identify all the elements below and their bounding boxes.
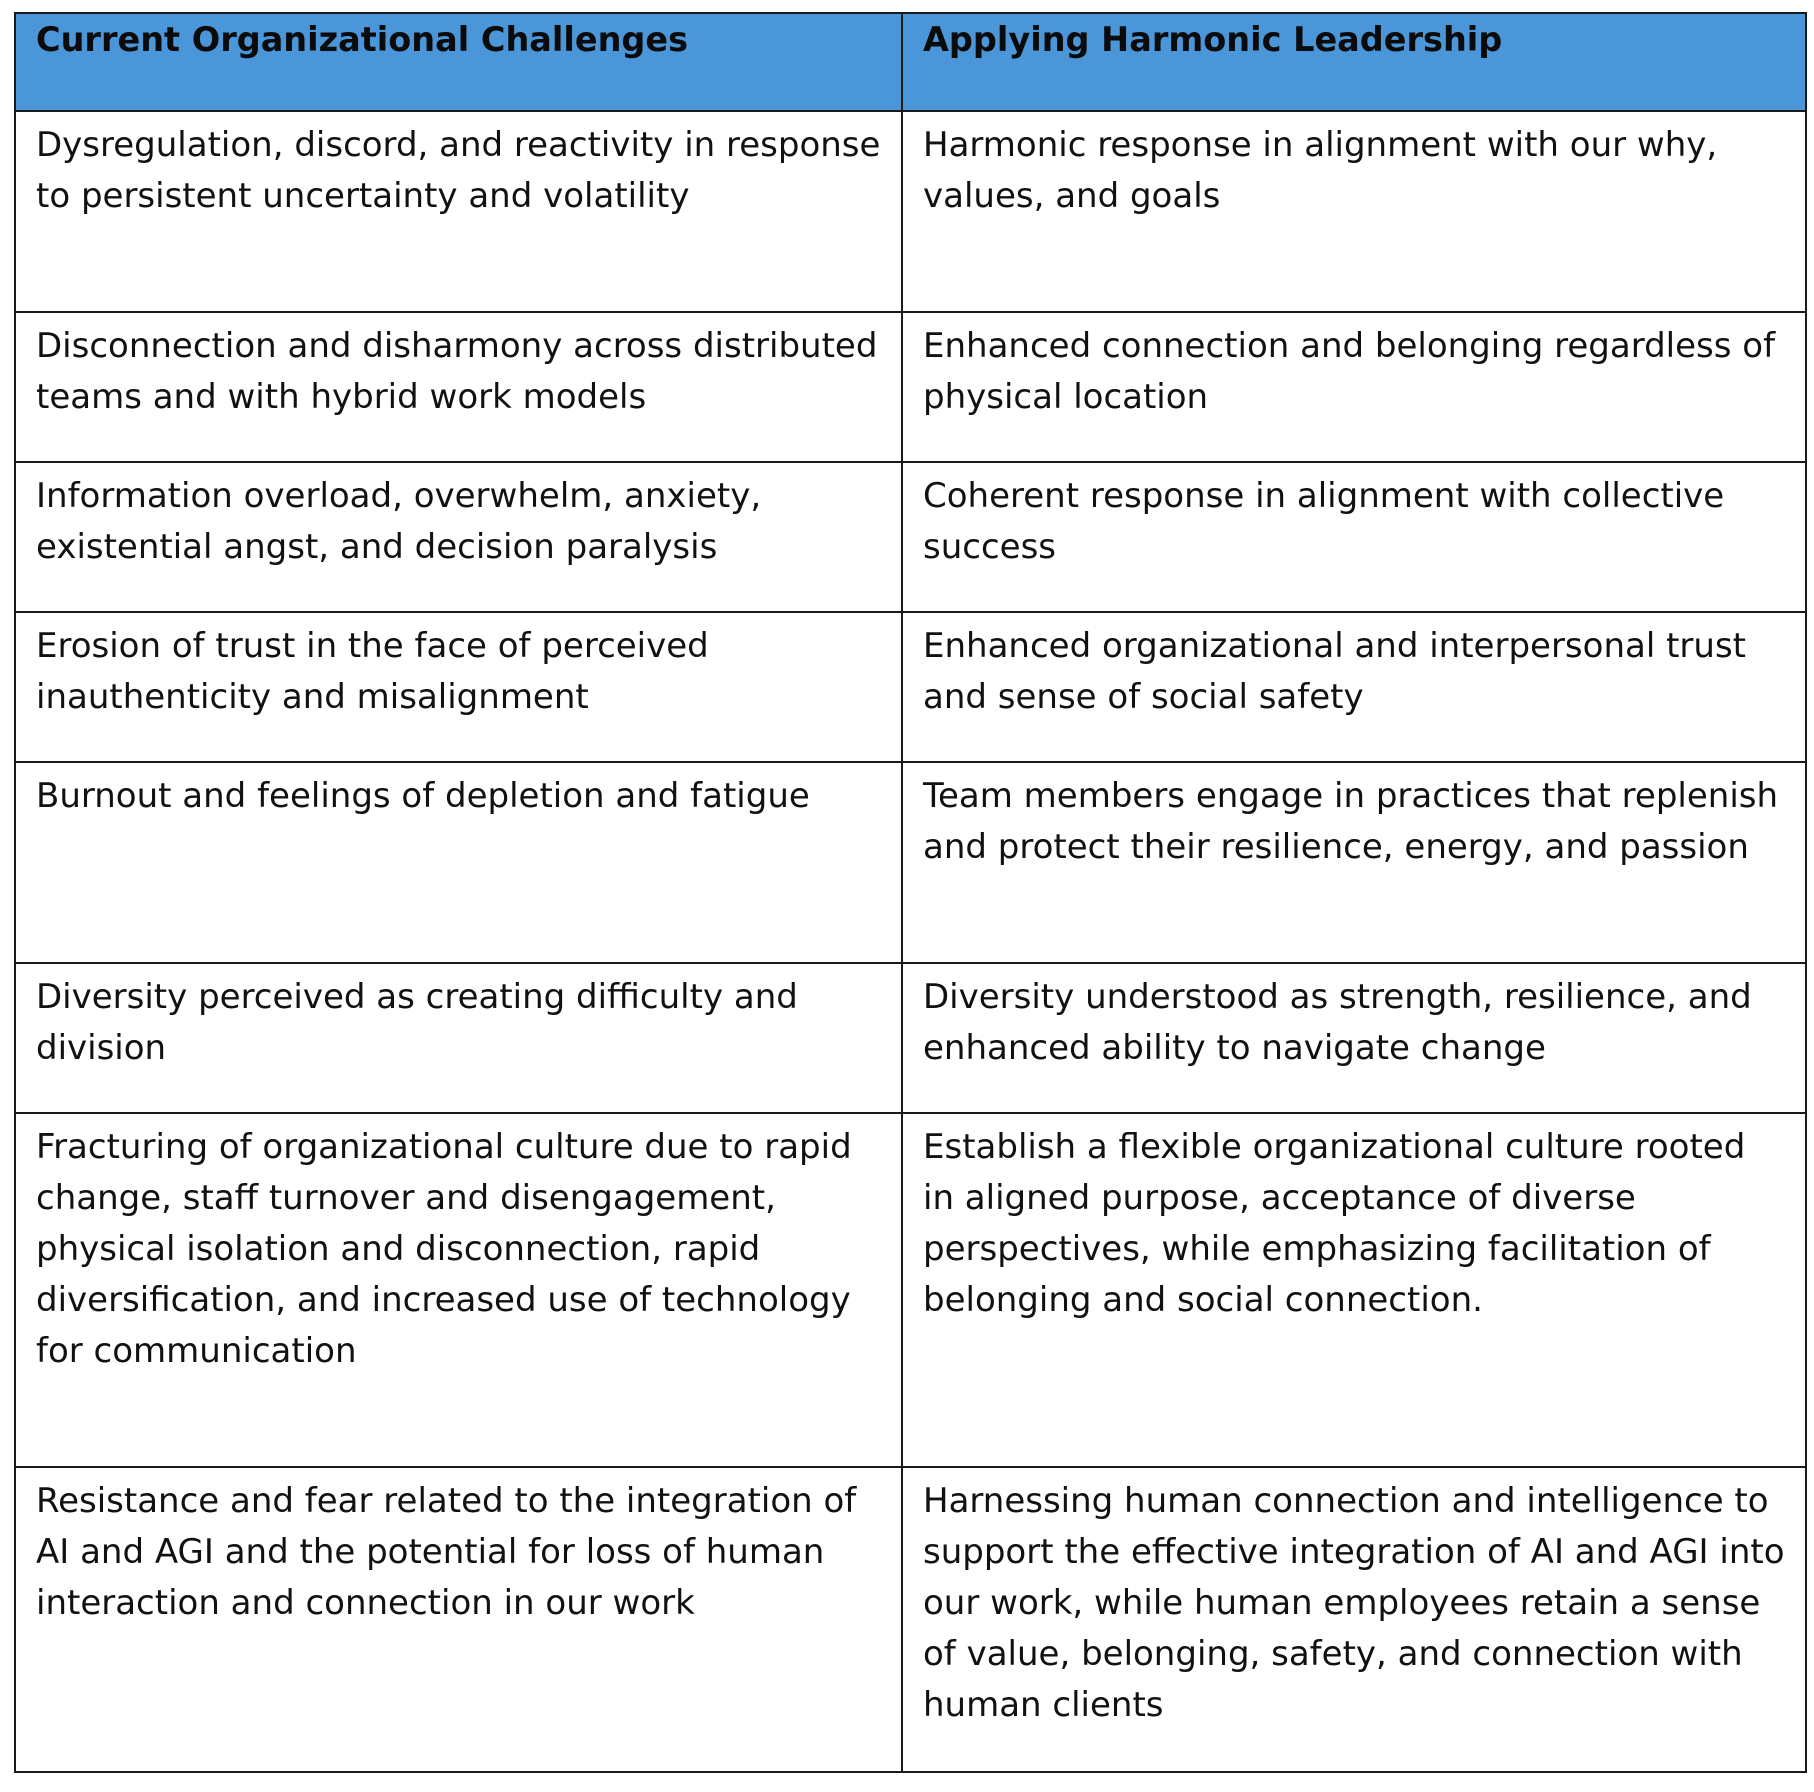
challenge-cell: Dysregulation, discord, and reactivity in response to persistent uncertainty and volatility bbox=[15, 111, 902, 312]
header-challenges: Current Organizational Challenges bbox=[15, 13, 902, 111]
table-row bbox=[15, 111, 1806, 312]
header-harmonic-leadership: Applying Harmonic Leadership bbox=[902, 13, 1806, 111]
application-cell: Harmonic response in alignment with our why, values, and goals bbox=[902, 111, 1806, 312]
header-row bbox=[15, 13, 1806, 111]
application-cell: Enhanced connection and belonging regardless of physical location bbox=[902, 312, 1806, 462]
table-row bbox=[15, 1113, 1806, 1467]
challenge-cell: Information overload, overwhelm, anxiety, existential angst, and decision paralysis bbox=[15, 462, 902, 612]
table-row bbox=[15, 312, 1806, 462]
challenge-cell: Disconnection and disharmony across distributed teams and with hybrid work models bbox=[15, 312, 902, 462]
comparison-table bbox=[14, 12, 1807, 1773]
table-body bbox=[15, 111, 1806, 1772]
table-header bbox=[15, 13, 1806, 111]
table-row bbox=[15, 963, 1806, 1113]
challenge-cell: Fracturing of organizational culture due to rapid change, staff turnover and disengagement, physical isolation and disconnection, rapid diversification, and increased use of technology for communication bbox=[15, 1113, 902, 1467]
application-cell: Harnessing human connection and intelligence to support the effective integration of AI and AGI into our work, while human employees retain a sense of value, belonging, safety, and connection with human clients bbox=[902, 1467, 1806, 1772]
application-cell: Diversity understood as strength, resilience, and enhanced ability to navigate change bbox=[902, 963, 1806, 1113]
table-row bbox=[15, 462, 1806, 612]
application-cell: Enhanced organizational and interpersonal trust and sense of social safety bbox=[902, 612, 1806, 762]
table-row bbox=[15, 1467, 1806, 1772]
challenge-cell: Erosion of trust in the face of perceived inauthenticity and misalignment bbox=[15, 612, 902, 762]
application-cell: Coherent response in alignment with collective success bbox=[902, 462, 1806, 612]
challenge-cell: Resistance and fear related to the integration of AI and AGI and the potential for loss of human interaction and connection in our work bbox=[15, 1467, 902, 1772]
application-cell: Establish a flexible organizational culture rooted in aligned purpose, acceptance of diverse perspectives, while emphasizing facilitation of belonging and social connection. bbox=[902, 1113, 1806, 1467]
challenge-cell: Burnout and feelings of depletion and fatigue bbox=[15, 762, 902, 963]
application-cell: Team members engage in practices that replenish and protect their resilience, energy, and passion bbox=[902, 762, 1806, 963]
table-row bbox=[15, 762, 1806, 963]
table-row bbox=[15, 612, 1806, 762]
challenge-cell: Diversity perceived as creating difficulty and division bbox=[15, 963, 902, 1113]
